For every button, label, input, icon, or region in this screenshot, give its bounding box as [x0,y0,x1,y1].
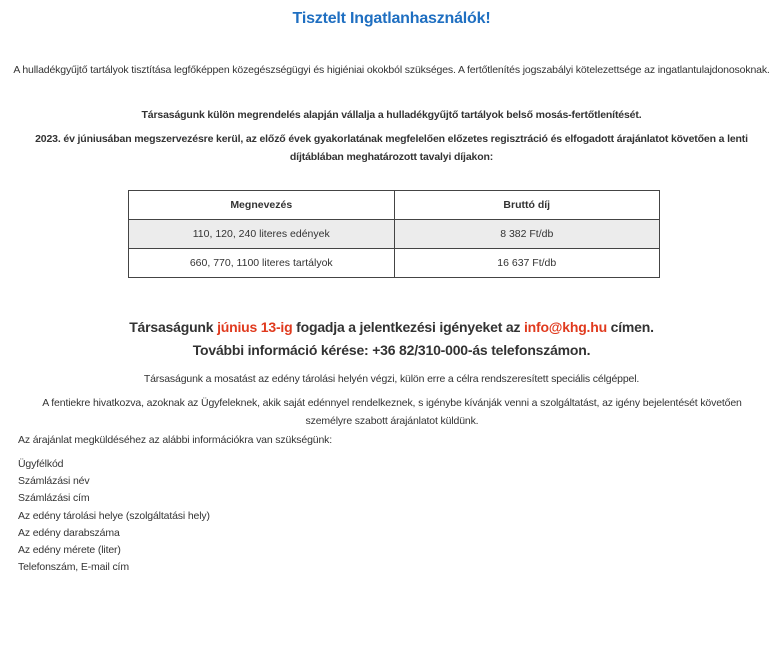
email-link[interactable]: info@khg.hu [523,319,607,335]
contact-suffix: címen. [606,319,654,335]
custom-offer-text: A fentiekre hivatkozva, azoknak az Ügyfeleknek, akik saját edénnyel rendelkeznek, s igénybe kívánják venni a szolgáltatást, az igény bejelentését követően személyre szabott árajánlatot küldünk. [42,397,742,427]
requirements-list [18,457,210,577]
table-row [129,249,660,278]
contact-line [0,319,783,335]
contact-middle: fogadja a jelentkezési igényeket az [292,319,524,335]
contact-prefix: Társaságunk [129,319,218,335]
phone-line: További információ kérése: +36 82/310-000-ás telefonszámon. [192,342,591,358]
price-table [128,190,660,278]
list-item: Az edény tárolási helye (szolgáltatási hely) [18,509,210,522]
list-item: Számlázási név [18,475,90,488]
list-item: Az edény darabszáma [18,526,120,539]
deadline-highlight: június 13-ig [217,319,293,335]
list-item: Telefonszám, E-mail cím [18,561,129,574]
list-item: Az edény mérete (liter) [18,543,121,556]
list-item: Ügyfélkód [18,458,64,470]
table-cell-price: 8 382 Ft/db [394,220,660,249]
column-header-name: Megnevezés [129,191,395,220]
page-title: Tisztelt Ingatlanhasználók! [292,10,491,27]
intro-paragraph: A hulladékgyűjtő tartályok tisztítása legfőképpen közegészségügyi és higiéniai okokból szükséges. A fertőtlenítés jogszabályi kötelezettsége az ingatlantulajdonosoknak. [13,64,770,76]
service-offer-text: Társaságunk külön megrendelés alapján vállalja a hulladékgyűjtő tartályok belső mosás-fertőtlenítését. [141,109,642,121]
table-row [129,220,660,249]
list-item: Számlázási cím [18,492,90,505]
table-cell-name: 660, 770, 1100 literes tartályok [129,249,395,278]
requirements-intro: Az árajánlat megküldéséhez az alábbi információkra van szükségünk: [18,434,333,446]
table-cell-name: 110, 120, 240 literes edények [129,220,395,249]
column-header-price: Bruttó díj [394,191,660,220]
price-table-header-row [129,191,660,220]
schedule-text: 2023. év júniusában megszervezésre kerül, az előző évek gyakorlatának megfelelően előzetes regisztráció és elfogadott árajánlatot követően a lenti díjtáblában meghatározott tavalyi díjakon: [35,133,748,163]
cleaning-method-text: Társaságunk a mosatást az edény tárolási helyén végzi, külön erre a célra rendszeresített speciális célgéppel. [143,373,640,385]
table-cell-price: 16 637 Ft/db [394,249,660,278]
